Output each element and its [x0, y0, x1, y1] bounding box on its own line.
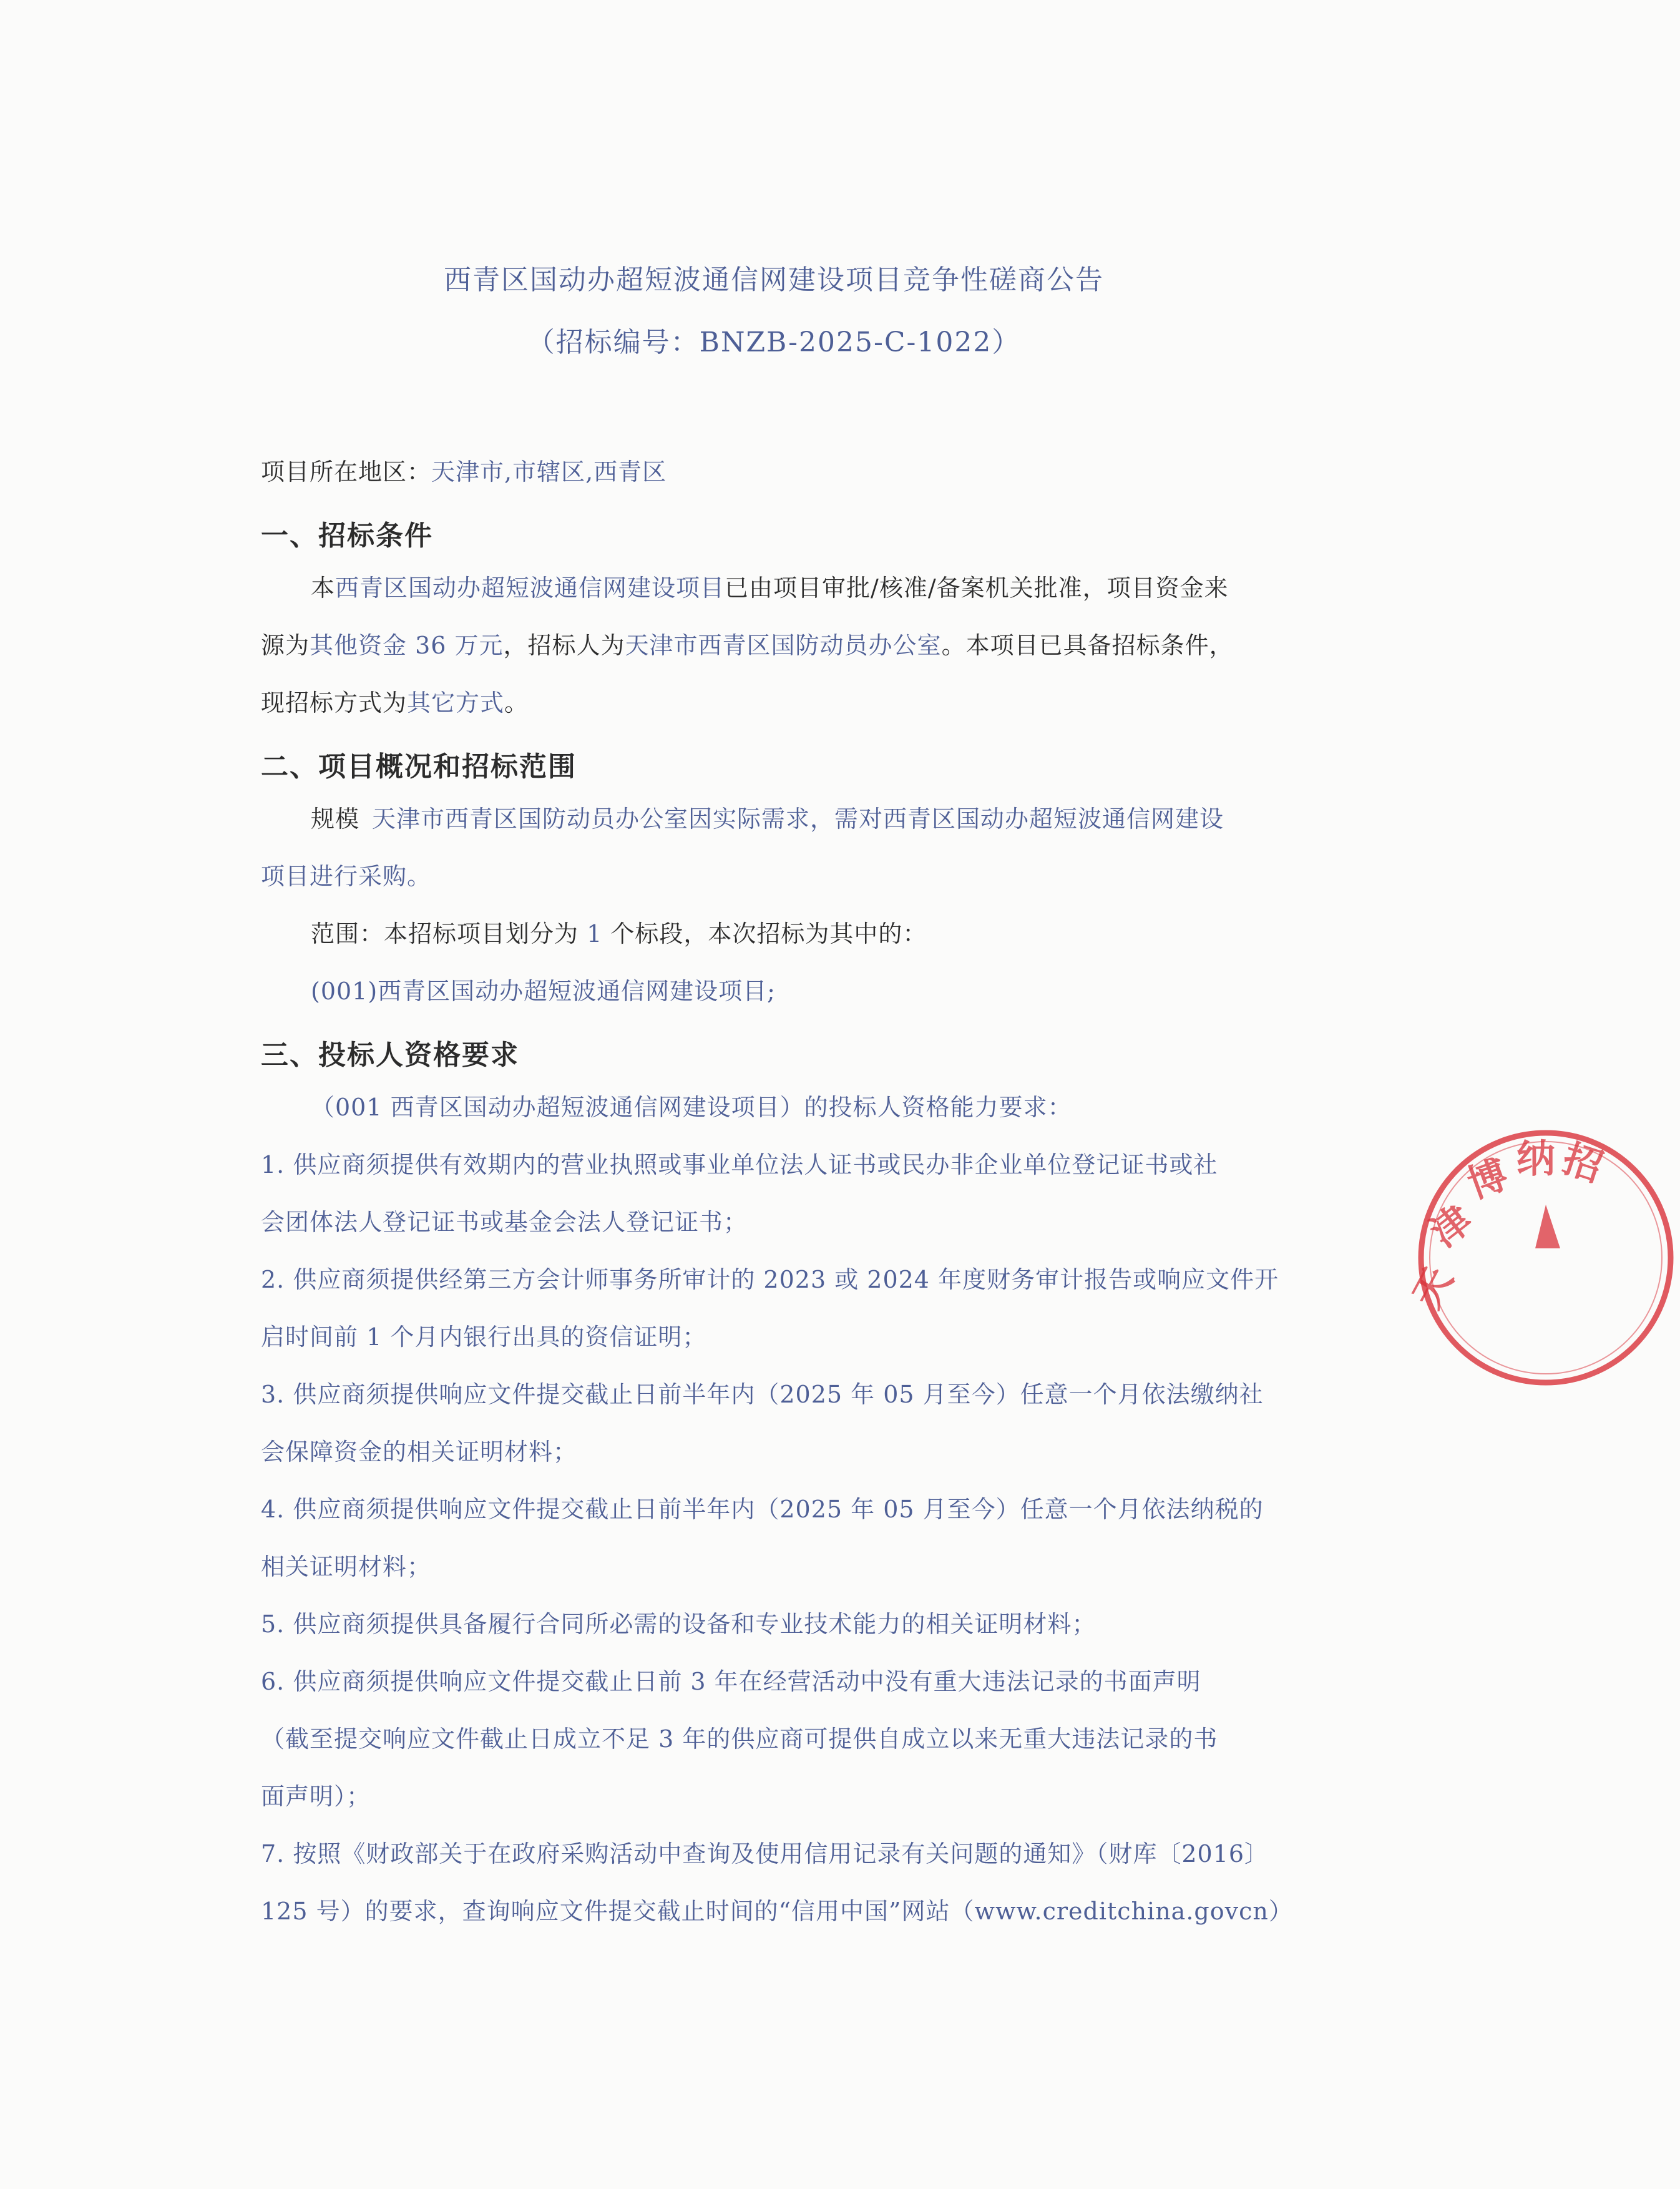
qualification-line: 5. 供应商须提供具备履行合同所必需的设备和专业技术能力的相关证明材料； [261, 1610, 1096, 1638]
document-title: 西青区国动办超短波通信网建设项目竞争性磋商公告 [444, 264, 1104, 296]
section1-line-3: 现招标方式为其它方式。 [261, 689, 529, 717]
bid-number [0, 320, 1548, 360]
region-label: 项目所在地区： [261, 458, 432, 486]
qualification-line: 7. 按照《财政部关于在政府采购活动中查询及使用信用记录有关问题的通知》（财库〔2016〕 [261, 1840, 1269, 1868]
company-seal-icon [1403, 1124, 1680, 1392]
qualification-line: 4. 供应商须提供响应文件提交截止日前半年内（2025 年 05 月至今）任意一个月依法纳税的 [261, 1496, 1264, 1523]
region-value: 天津市,市辖区,西青区 [431, 458, 667, 486]
svg-text:天: 天 [1403, 1260, 1462, 1316]
fund-source: 其他资金 36 万元 [310, 632, 504, 659]
qualification-line: 面声明）； [261, 1783, 371, 1810]
section2-scale-line-1 [311, 805, 1224, 834]
section-heading-3: 三、投标人资格要求 [261, 1039, 519, 1071]
qualification-line: 2. 供应商须提供经第三方会计师事务所审计的 2023 或 2024 年度财务审计报告或响应文件开 [261, 1266, 1279, 1293]
qualification-line: 3. 供应商须提供响应文件提交截止日前半年内（2025 年 05 月至今）任意一个月依法缴纳社 [261, 1381, 1264, 1408]
qualification-intro: （001 西青区国动办超短波通信网建设项目）的投标人资格能力要求： [311, 1094, 1072, 1121]
svg-text:博: 博 [1462, 1151, 1514, 1208]
section-heading-2: 二、项目概况和招标范围 [261, 751, 577, 783]
bid-number-suffix: ） [992, 326, 1021, 358]
scale-text: 天津市西青区国防动员办公室因实际需求，需对西青区国动办超短波通信网建设 [372, 805, 1224, 833]
tenderer-name: 天津市西青区国防动员办公室 [625, 632, 942, 659]
scale-label: 规模 [311, 805, 360, 833]
svg-text:招: 招 [1557, 1135, 1608, 1191]
qualification-line: 6. 供应商须提供响应文件提交截止日前 3 年在经营活动中没有重大违法记录的书面声明 [261, 1668, 1201, 1695]
section1-line-1: 本西青区国动办超短波通信网建设项目已由项目审批/核准/备案机关批准，项目资金来 [311, 574, 1229, 602]
lot-count: 1 [587, 920, 603, 948]
qualification-line: （截至提交响应文件截止日成立不足 3 年的供应商可提供自成立以来无重大违法记录的书 [261, 1725, 1218, 1753]
section2-scale-line-2: 项目进行采购。 [261, 863, 432, 890]
qualification-line: 相关证明材料； [261, 1553, 432, 1580]
section2-range: 范围：本招标项目划分为 1 个标段，本次招标为其中的： [311, 920, 927, 948]
section-heading-1: 一、招标条件 [261, 520, 433, 552]
bid-number-prefix: （招标编号： [527, 326, 700, 358]
qualification-line: 启时间前 1 个月内银行出具的资信证明； [261, 1323, 707, 1351]
bid-number-code: BNZB-2025-C-1022 [699, 326, 992, 358]
project-name: 西青区国动办超短波通信网建设项目 [335, 574, 725, 602]
section1-line-2: 源为其他资金 36 万元，招标人为天津市西青区国防动员办公室。本项目已具备招标条件， [261, 632, 1234, 659]
qualification-line: 1. 供应商须提供有效期内的营业执照或事业单位法人证书或民办非企业单位登记证书或社 [261, 1151, 1218, 1178]
qualification-line: 会团体法人登记证书或基金会法人登记证书； [261, 1208, 748, 1236]
qualification-line: 125 号）的要求，查询响应文件提交截止时间的“信用中国”网站（www.creditchina.govcn） [261, 1898, 1293, 1925]
qualification-line: 会保障资金的相关证明材料； [261, 1438, 578, 1466]
svg-text:纳: 纳 [1516, 1136, 1556, 1182]
tender-method: 其它方式 [407, 689, 505, 717]
lot-item: (001)西青区国动办超短波通信网建设项目; [311, 977, 776, 1005]
svg-text:津: 津 [1422, 1196, 1481, 1256]
project-region [261, 458, 667, 487]
